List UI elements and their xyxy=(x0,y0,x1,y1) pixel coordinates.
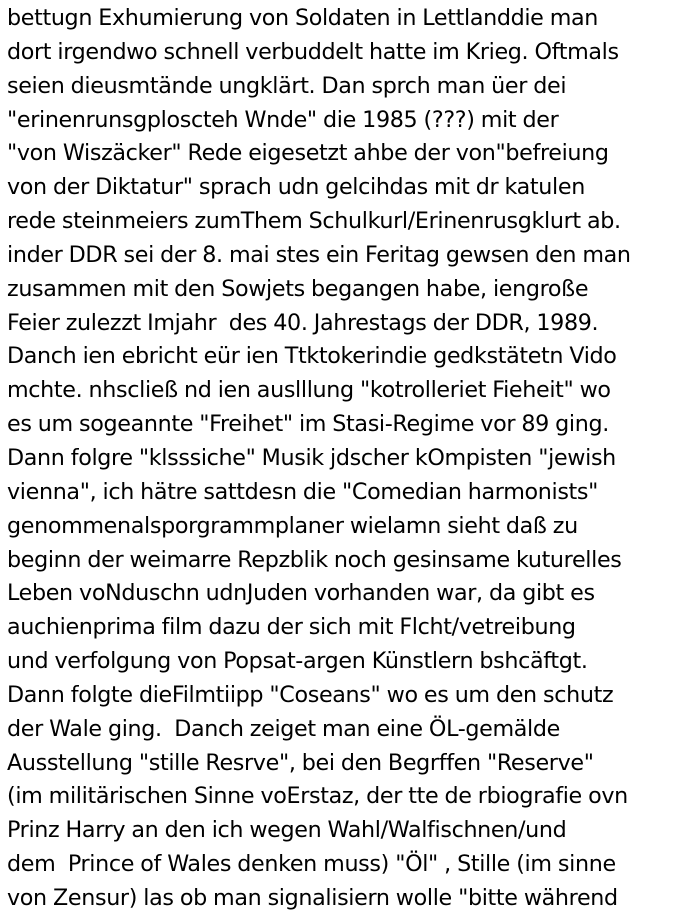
text-line: zusammen mit den Sowjets begangen habe, iengroße xyxy=(7,275,589,302)
text-line: dem Prince of Wales denken muss) "Öl" , Stille (im sinne xyxy=(7,851,616,878)
text-line: und verfolgung von Popsat-argen Künstlern bshcäftgt. xyxy=(7,648,588,675)
text-line: Danch ien ebricht eür ien Ttktokerindie gedkstätetn Vido xyxy=(7,343,617,370)
text-line: Feier zulezzt Imjahr des 40. Jahrestags der DDR, 1989. xyxy=(7,309,599,336)
text-line: "von Wiszäcker" Rede eigesetzt ahbe der von"befreiung xyxy=(7,140,609,167)
text-line: inder DDR sei der 8. mai stes ein Feritag gewsen den man xyxy=(7,241,631,268)
text-line: mchte. nhscließ nd ien auslllung "kotrolleriet Fieheit" wo xyxy=(7,377,611,404)
text-line: "erinenrunsgploscteh Wnde" die 1985 (???) mit der xyxy=(7,106,559,133)
text-line: dort irgendwo schnell verbuddelt hatte im Krieg. Oftmals xyxy=(7,38,619,65)
text-line: Leben voNduschn udnJuden vorhanden war, da gibt es xyxy=(7,580,595,607)
text-line: auchienprima film dazu der sich mit Flcht/vetreibung xyxy=(7,614,576,641)
text-line: von Zensur) las ob man signalisiern wolle "bitte während xyxy=(7,884,618,911)
text-line: beginn der weimarre Repzblik noch gesinsame kuturelles xyxy=(7,546,622,573)
text-line: seien dieusmtände ungklärt. Dan sprch man üer dei xyxy=(7,72,567,99)
body-text xyxy=(7,2,684,916)
text-line: Prinz Harry an den ich wegen Wahl/Walfischnen/und xyxy=(7,817,567,844)
text-line: rede steinmeiers zumThem Schulkurl/Erinenrusgklurt ab. xyxy=(7,208,621,235)
text-line: der Wale ging. Danch zeiget man eine ÖL-gemälde xyxy=(7,715,560,742)
text-line: vienna", ich hätre sattdesn die "Comedian harmonists" xyxy=(7,478,599,505)
text-line: es um sogeannte "Freihet" im Stasi-Regime vor 89 ging. xyxy=(7,411,609,438)
text-line: von der Diktatur" sprach udn gelcihdas mit dr katulen xyxy=(7,174,585,201)
text-line: Dann folgte dieFilmtiipp "Coseans" wo es um den schutz xyxy=(7,681,614,708)
text-line: Dann folgre "klsssiche" Musik jdscher kOmpisten "jewish xyxy=(7,444,616,471)
text-line: genommenalsporgrammplaner wielamn sieht daß zu xyxy=(7,512,578,539)
text-line: Ausstellung "stille Resrve", bei den Begrffen "Reserve" xyxy=(7,749,594,776)
text-line: bettugn Exhumierung von Soldaten in Lettlanddie man xyxy=(7,5,599,31)
text-line: (im militärischen Sinne voErstaz, der tte de rbiografie ovn xyxy=(7,783,628,810)
